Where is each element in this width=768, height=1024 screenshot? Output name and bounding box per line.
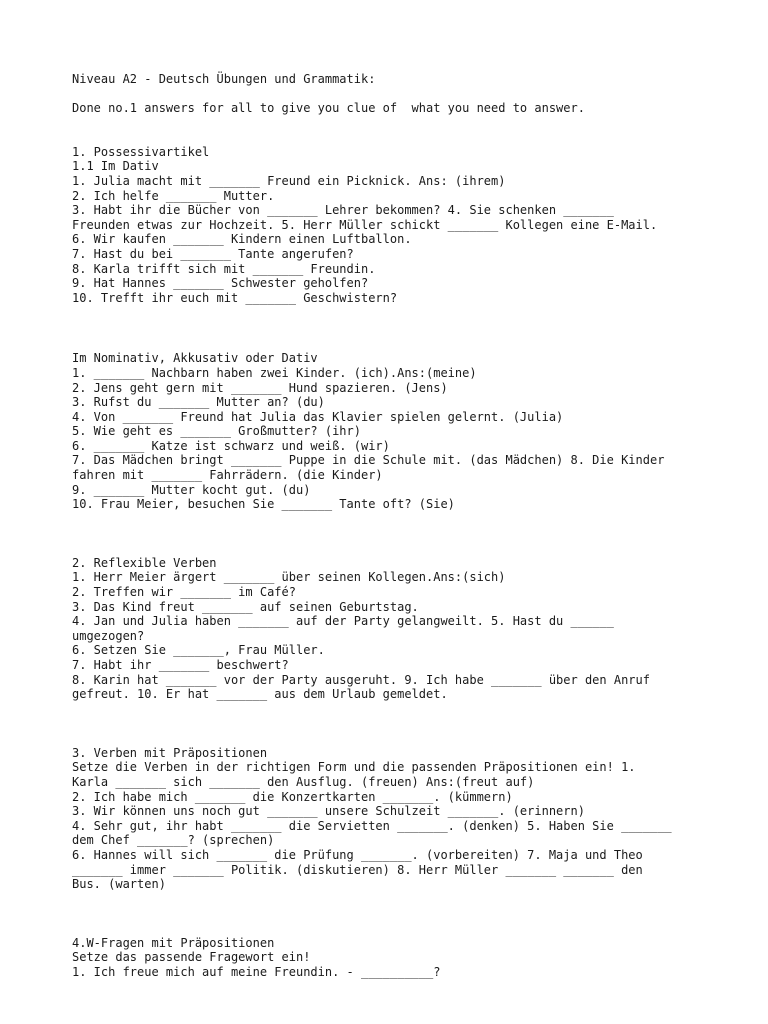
exercise-line: Freunden etwas zur Hochzeit. 5. Herr Müller schickt _______ Kollegen eine E-Mail. bbox=[72, 217, 658, 232]
exercise-line: 1. _______ Nachbarn haben zwei Kinder. (ich).Ans:(meine) bbox=[72, 365, 477, 380]
exercise-line: 7. Hast du bei _______ Tante angerufen? bbox=[72, 246, 354, 261]
subsection-heading: 1.1 Im Dativ bbox=[72, 159, 159, 174]
exercise-line: 6. _______ Katze ist schwarz und weiß. (wir) bbox=[72, 438, 390, 453]
exercise-line: _______ immer _______ Politik. (diskutieren) 8. Herr Müller _______ _______ den bbox=[72, 862, 643, 877]
exercise-line: 4. Sehr gut, ihr habt _______ die Servietten _______. (denken) 5. Haben Sie _______ bbox=[72, 818, 672, 833]
exercise-line: 6. Setzen Sie _______, Frau Müller. bbox=[72, 643, 325, 658]
section-nominativ-akkusativ-dativ bbox=[72, 351, 722, 512]
exercise-line: 9. _______ Mutter kocht gut. (du) bbox=[72, 482, 311, 497]
exercise-line: 3. Habt ihr die Bücher von _______ Lehrer bekommen? 4. Sie schenken _______ bbox=[72, 203, 614, 218]
exercise-line: 1. Julia macht mit _______ Freund ein Picknick. Ans: (ihrem) bbox=[72, 173, 506, 188]
exercise-line: Bus. (warten) bbox=[72, 877, 166, 892]
section-w-fragen bbox=[72, 936, 722, 980]
exercise-line: 3. Wir können uns noch gut _______ unsere Schulzeit _______. (erinnern) bbox=[72, 804, 585, 819]
exercise-line: 4. Jan und Julia haben _______ auf der Party gelangweilt. 5. Hast du ______ bbox=[72, 614, 614, 629]
exercise-line: 6. Wir kaufen _______ Kindern einen Luftballon. bbox=[72, 232, 412, 247]
instruction-line: Setze die Verben in der richtigen Form und die passenden Präpositionen ein! 1. bbox=[72, 760, 636, 775]
exercise-line: 1. Ich freue mich auf meine Freundin. - __________? bbox=[72, 964, 441, 979]
exercise-line: 2. Ich helfe _______ Mutter. bbox=[72, 188, 275, 203]
exercise-line: 6. Hannes will sich _______ die Prüfung _______. (vorbereiten) 7. Maja und Theo bbox=[72, 847, 643, 862]
document-title: Niveau A2 - Deutsch Übungen und Grammatik: bbox=[72, 72, 376, 86]
exercise-line: 2. Treffen wir _______ im Café? bbox=[72, 585, 296, 600]
exercise-line: 7. Das Mädchen bringt _______ Puppe in die Schule mit. (das Mädchen) 8. Die Kinder bbox=[72, 453, 665, 468]
section-possessivartikel bbox=[72, 145, 722, 306]
exercise-line: 9. Hat Hannes _______ Schwester geholfen? bbox=[72, 276, 369, 291]
exercise-line: 7. Habt ihr _______ beschwert? bbox=[72, 658, 289, 672]
section-heading: 4.W-Fragen mit Präpositionen bbox=[72, 935, 275, 950]
exercise-line: 2. Ich habe mich _______ die Konzertkarten _______. (kümmern) bbox=[72, 789, 513, 804]
exercise-line: 3. Rufst du _______ Mutter an? (du) bbox=[72, 395, 325, 410]
section-heading: Im Nominativ, Akkusativ oder Dativ bbox=[72, 351, 318, 366]
exercise-line: 8. Karin hat _______ vor der Party ausgeruht. 9. Ich habe _______ über den Anruf bbox=[72, 672, 650, 687]
exercise-line: 5. Wie geht es _______ Großmutter? (ihr) bbox=[72, 424, 361, 439]
intro-note: Done no.1 answers for all to give you clue of what you need to answer. bbox=[72, 101, 585, 116]
exercise-line: 4. Von _______ Freund hat Julia das Klavier spielen gelernt. (Julia) bbox=[72, 409, 564, 424]
section-verben-mit-praepositionen bbox=[72, 746, 722, 892]
exercise-line: 8. Karla trifft sich mit _______ Freundin. bbox=[72, 261, 376, 276]
exercise-line: 10. Frau Meier, besuchen Sie _______ Tante oft? (Sie) bbox=[72, 497, 455, 512]
exercise-line: 2. Jens geht gern mit _______ Hund spazieren. (Jens) bbox=[72, 380, 448, 395]
section-reflexible-verben bbox=[72, 556, 722, 702]
section-heading: 3. Verben mit Präpositionen bbox=[72, 745, 268, 760]
exercise-line: 1. Herr Meier ärgert _______ über seinen Kollegen.Ans:(sich) bbox=[72, 570, 506, 585]
exercise-line: fahren mit _______ Fahrrädern. (die Kinder) bbox=[72, 468, 383, 483]
exercise-line: Karla _______ sich _______ den Ausflug. (freuen) Ans:(freut auf) bbox=[72, 774, 535, 789]
exercise-line: 3. Das Kind freut _______ auf seinen Geburtstag. bbox=[72, 599, 419, 614]
exercise-line: dem Chef _______? (sprechen) bbox=[72, 833, 275, 848]
exercise-line: umgezogen? bbox=[72, 628, 145, 643]
section-heading: 2. Reflexible Verben bbox=[72, 555, 217, 570]
exercise-line: gefreut. 10. Er hat _______ aus dem Urlaub gemeldet. bbox=[72, 687, 448, 702]
section-heading: 1. Possessivartikel bbox=[72, 144, 210, 159]
instruction-line: Setze das passende Fragewort ein! bbox=[72, 950, 311, 965]
exercise-line: 10. Trefft ihr euch mit _______ Geschwistern? bbox=[72, 290, 398, 305]
document-page bbox=[72, 72, 722, 980]
